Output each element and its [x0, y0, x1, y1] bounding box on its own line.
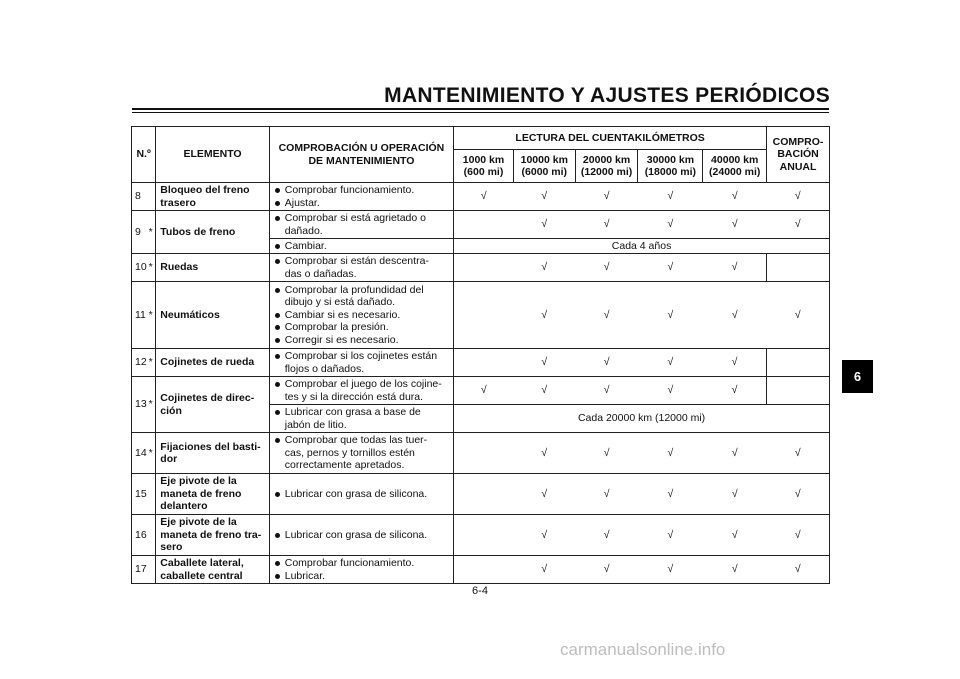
check-mark: √	[638, 474, 703, 515]
operation-item: Cambiar si es necesario.	[273, 309, 453, 322]
maintenance-table	[131, 126, 830, 584]
chapter-tab: 6	[842, 360, 873, 393]
operation-item: Lubricar con grasa de silicona.	[273, 529, 453, 542]
operation-text: tes y si la dirección está dura.	[284, 390, 424, 403]
check-mark: √	[575, 433, 638, 474]
operation-item	[273, 284, 453, 309]
element-cell: Cojinetes de rueda	[156, 349, 269, 377]
header-no: N.º	[132, 127, 156, 183]
operation-cell	[269, 239, 453, 254]
check-mark: √	[638, 433, 703, 474]
operation-text: Comprobar la profundidad del	[284, 283, 424, 296]
check-mark: √	[513, 254, 575, 282]
check-mark: √	[703, 282, 767, 349]
check-mark: √	[454, 377, 514, 405]
check-empty	[454, 515, 514, 556]
km-label: 30000 km	[646, 153, 695, 166]
check-empty	[454, 282, 514, 349]
header-km-20000	[575, 150, 638, 183]
operation-item	[273, 212, 453, 237]
operation-text: Comprobar si está agrietado o	[284, 212, 426, 224]
star-cell	[146, 474, 156, 515]
table-row	[132, 254, 830, 282]
check-mark: √	[703, 474, 767, 515]
row-number: 9	[132, 211, 146, 254]
element-line: dor	[160, 453, 178, 465]
check-mark: √	[767, 515, 830, 556]
operation-text: cas, pernos y tornillos estén	[284, 446, 415, 459]
element-line: ción	[160, 404, 182, 417]
star-cell: *	[146, 282, 156, 349]
table-row	[132, 349, 830, 377]
check-mark: √	[454, 183, 514, 211]
table-row	[132, 515, 830, 556]
star-cell: *	[146, 211, 156, 254]
check-mark: √	[575, 254, 638, 282]
check-mark: √	[767, 282, 830, 349]
element-line: delantero	[160, 500, 208, 513]
operation-item: Cambiar.	[273, 240, 453, 253]
element-cell: Neumáticos	[156, 282, 269, 349]
table-row	[132, 474, 830, 515]
check-mark: √	[575, 474, 638, 515]
element-line: Fijaciones del basti-	[160, 440, 261, 453]
element-line: maneta de freno	[160, 487, 242, 500]
check-mark: √	[513, 211, 575, 239]
element-cell	[156, 433, 269, 474]
page-title: MANTENIMIENTO Y AJUSTES PERIÓDICOS	[384, 84, 830, 107]
element-line: maneta de freno tra-	[160, 528, 262, 541]
star-cell: *	[146, 433, 156, 474]
element-line: Eje pivote de la	[160, 475, 237, 488]
check-mark: √	[513, 282, 575, 349]
operation-text: Comprobar que todas las tuer-	[284, 434, 428, 447]
page-number: 6-4	[472, 585, 488, 597]
header-check-line2: DE MANTENIMIENTO	[308, 154, 415, 167]
check-empty	[454, 433, 514, 474]
km-label: 40000 km	[711, 153, 759, 166]
header-annual-3: ANUAL	[779, 160, 817, 173]
operation-item: Comprobar la presión.	[273, 321, 453, 334]
check-mark: √	[638, 515, 703, 556]
operation-text: Lubricar con grasa a base de	[284, 406, 421, 418]
operation-cell	[269, 282, 453, 349]
check-mark: √	[703, 515, 767, 556]
operation-text: dañado.	[284, 224, 323, 237]
check-mark: √	[638, 254, 703, 282]
operation-item	[273, 434, 453, 472]
check-empty	[454, 474, 514, 515]
element-line: caballete central	[160, 569, 243, 582]
table-row	[132, 282, 830, 349]
check-mark: √	[575, 556, 638, 584]
operation-text: das o dañadas.	[284, 267, 357, 280]
element-line: Bloqueo del freno	[160, 184, 250, 196]
element-cell	[156, 183, 269, 211]
operation-text: flojos o dañados.	[284, 362, 365, 375]
check-mark: √	[638, 349, 703, 377]
operation-cell	[269, 515, 453, 556]
operation-cell	[269, 405, 453, 433]
operation-cell	[269, 377, 453, 405]
check-mark: √	[575, 349, 638, 377]
check-mark: √	[575, 377, 638, 405]
operation-item: Ajustar.	[273, 197, 453, 210]
header-annual-2: BACIÓN	[777, 148, 819, 161]
operation-item	[273, 255, 453, 280]
title-rule-thin	[132, 112, 829, 113]
element-cell	[156, 556, 269, 584]
check-mark: √	[513, 183, 575, 211]
operation-cell	[269, 254, 453, 282]
check-mark: √	[767, 433, 830, 474]
element-cell	[156, 377, 269, 433]
element-cell	[156, 515, 269, 556]
check-mark: √	[703, 433, 767, 474]
mi-label: (6000 mi)	[521, 166, 568, 178]
header-km-1000	[454, 150, 514, 183]
operation-item: Comprobar funcionamiento.	[273, 184, 453, 197]
star-cell: *	[146, 254, 156, 282]
element-line: Caballete lateral,	[160, 557, 244, 569]
operation-text: dibujo y si está dañado.	[284, 296, 396, 309]
check-mark: √	[513, 349, 575, 377]
operation-item: Corregir si es necesario.	[273, 334, 453, 347]
row-number: 10	[132, 254, 146, 282]
operation-item: Lubricar.	[273, 570, 453, 583]
table-row	[132, 183, 830, 211]
check-mark: √	[638, 211, 703, 239]
row-number: 16	[132, 515, 146, 556]
operation-item: Lubricar con grasa de silicona.	[273, 488, 453, 501]
header-km-10000	[513, 150, 575, 183]
header-odometer: LECTURA DEL CUENTAKILÓMETROS	[454, 127, 767, 150]
star-cell: *	[146, 349, 156, 377]
check-mark: √	[767, 556, 830, 584]
row-number: 14	[132, 433, 146, 474]
km-label: 10000 km	[520, 153, 568, 166]
check-empty	[454, 211, 514, 239]
check-mark: √	[703, 377, 767, 405]
element-line: Cojinetes de direc-	[160, 392, 255, 404]
check-mark: √	[767, 211, 830, 239]
operation-cell	[269, 349, 453, 377]
header-km-30000	[638, 150, 703, 183]
operation-text: Comprobar si están descentra-	[284, 255, 429, 267]
operation-item: Comprobar funcionamiento.	[273, 557, 453, 570]
check-mark: √	[513, 433, 575, 474]
table-row	[132, 433, 830, 474]
check-mark: √	[638, 377, 703, 405]
check-empty	[767, 254, 830, 282]
header-annual-1: COMPRO-	[772, 135, 824, 148]
check-empty	[454, 349, 514, 377]
mi-label: (600 mi)	[463, 166, 504, 178]
element-cell: Ruedas	[156, 254, 269, 282]
check-mark: √	[575, 282, 638, 349]
row-number: 8	[132, 183, 146, 211]
star-cell	[146, 183, 156, 211]
watermark: carmanualsonline.info	[560, 640, 726, 659]
check-mark: √	[513, 515, 575, 556]
row-number: 13	[132, 377, 146, 433]
star-cell: *	[146, 377, 156, 433]
mi-label: (18000 mi)	[644, 166, 697, 178]
row-number: 15	[132, 474, 146, 515]
check-mark: √	[575, 211, 638, 239]
check-mark: √	[638, 183, 703, 211]
check-mark: √	[703, 556, 767, 584]
element-line: sero	[160, 541, 183, 554]
header-check-line1: COMPROBACIÓN U OPERACIÓN	[278, 142, 445, 154]
check-empty	[454, 254, 514, 282]
check-mark: √	[513, 377, 575, 405]
check-mark: √	[513, 474, 575, 515]
operation-item	[273, 378, 453, 403]
header-row	[132, 127, 830, 150]
table-row	[132, 377, 830, 405]
check-mark: √	[703, 211, 767, 239]
check-mark: √	[767, 474, 830, 515]
title-rule	[132, 108, 829, 110]
row-number: 12	[132, 349, 146, 377]
operation-item	[273, 350, 453, 375]
check-mark: √	[575, 515, 638, 556]
table-row	[132, 211, 830, 239]
check-mark: √	[575, 183, 638, 211]
operation-cell	[269, 211, 453, 239]
check-empty	[454, 556, 514, 584]
interval-note: Cada 20000 km (12000 mi)	[454, 405, 830, 433]
operation-cell	[269, 474, 453, 515]
operation-text: correctamente apretados.	[284, 459, 405, 472]
operation-text: Comprobar si los cojinetes están	[284, 350, 438, 362]
header-element: ELEMENTO	[156, 127, 269, 183]
check-mark: √	[767, 183, 830, 211]
operation-cell	[269, 433, 453, 474]
star-cell	[146, 515, 156, 556]
interval-note: Cada 4 años	[454, 239, 830, 254]
header-km-40000	[703, 150, 767, 183]
check-mark: √	[638, 282, 703, 349]
km-label: 1000 km	[462, 153, 505, 166]
element-line: trasero	[160, 196, 196, 209]
row-number: 17	[132, 556, 146, 584]
element-line: Eje pivote de la	[160, 516, 237, 529]
operation-cell	[269, 556, 453, 584]
operation-text: Comprobar el juego de los cojine-	[284, 378, 442, 390]
row-number: 11	[132, 282, 146, 349]
check-mark: √	[703, 183, 767, 211]
operation-text: jabón de litio.	[284, 418, 347, 431]
check-mark: √	[703, 254, 767, 282]
element-cell: Tubos de freno	[156, 211, 269, 254]
mi-label: (24000 mi)	[709, 166, 761, 178]
element-cell	[156, 474, 269, 515]
operation-cell	[269, 183, 453, 211]
check-mark: √	[638, 556, 703, 584]
km-label: 20000 km	[582, 153, 631, 166]
check-mark: √	[513, 556, 575, 584]
header-annual	[767, 127, 830, 183]
check-empty	[767, 349, 830, 377]
header-check	[269, 127, 453, 183]
operation-item	[273, 406, 453, 431]
table-row	[132, 556, 830, 584]
mi-label: (12000 mi)	[580, 166, 633, 178]
check-mark: √	[703, 349, 767, 377]
check-empty	[767, 377, 830, 405]
star-cell	[146, 556, 156, 584]
